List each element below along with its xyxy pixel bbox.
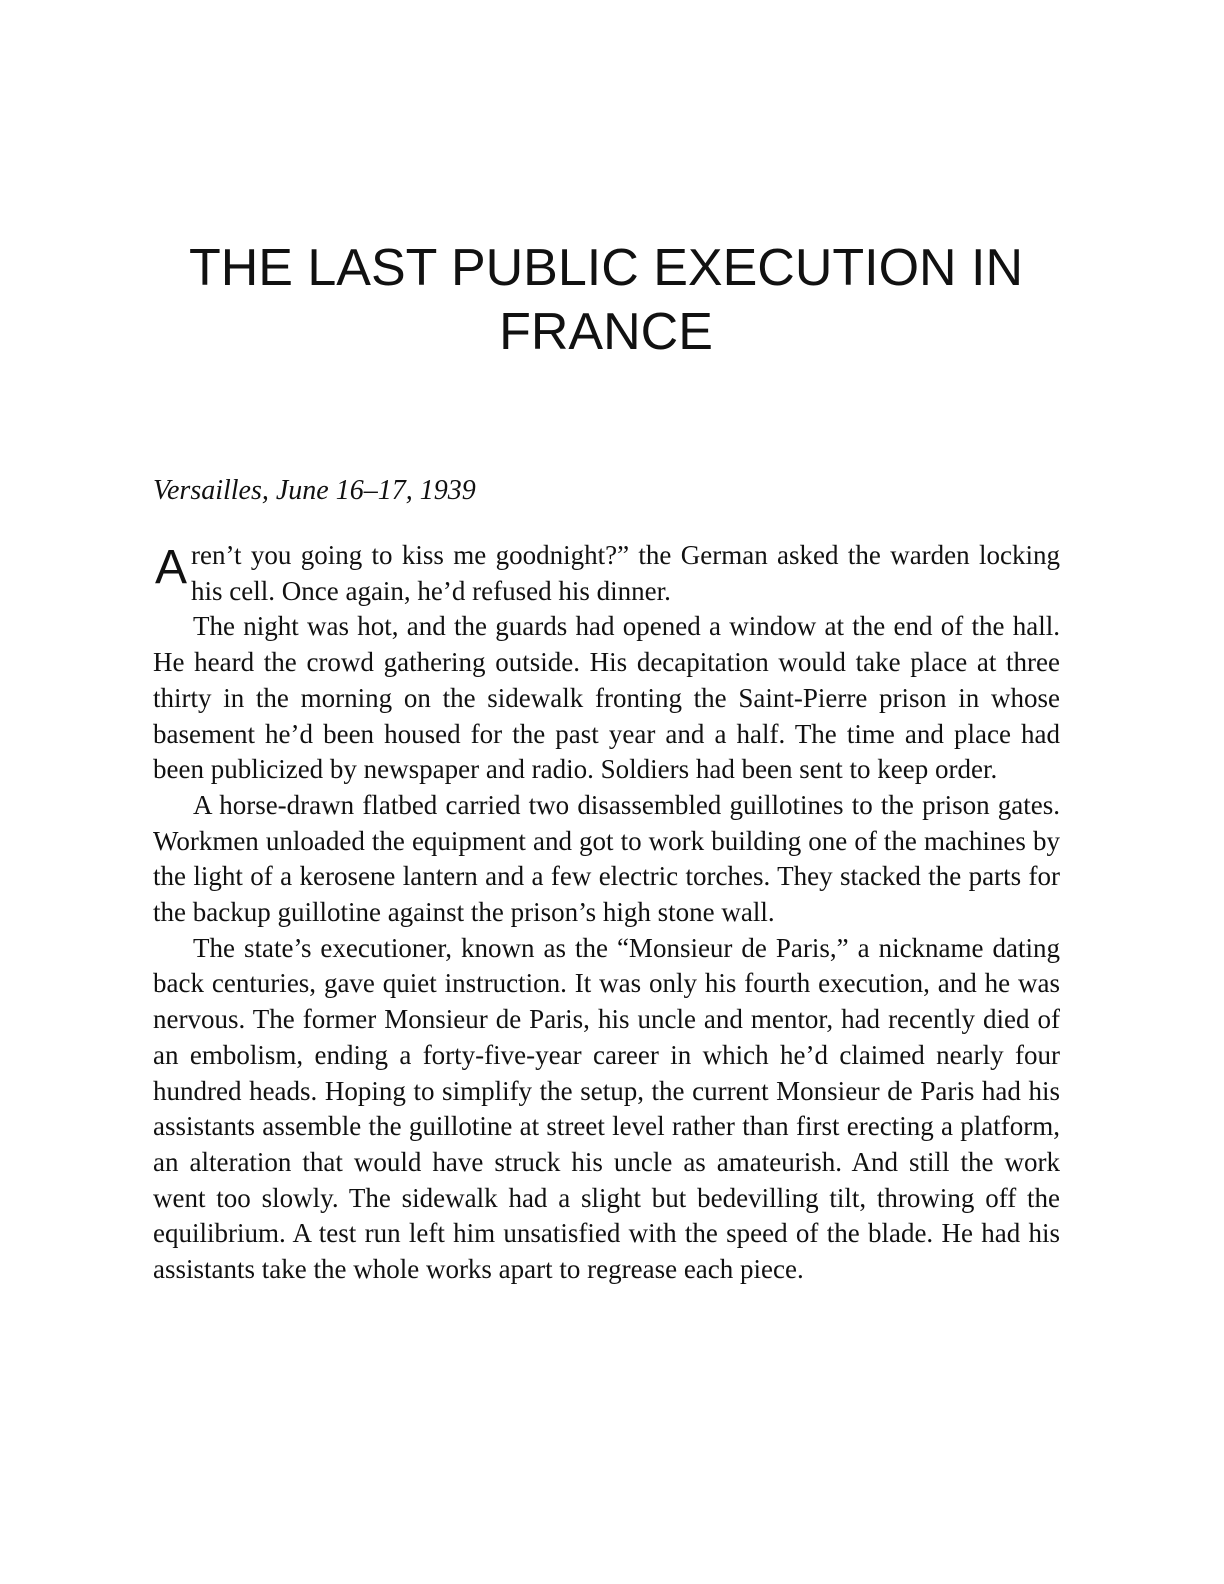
chapter-body	[153, 538, 1060, 1288]
paragraph-3: A horse-drawn flatbed carried two disassembled guillotines to the prison gates. Workmen unloaded the equipment and got to work building one of the machines by the light of a kerosene lantern and a few electric torches. They stacked the parts for the backup guillotine against the prison’s high stone wall.	[153, 789, 1060, 928]
paragraph-1-text: ren’t you going to kiss me goodnight?” the German asked the warden locking his cell. Once again, he’d refused his dinner.	[191, 540, 1060, 606]
paragraph-1	[153, 538, 1060, 609]
paragraph-4: The state’s executioner, known as the “Monsieur de Paris,” a nickname dating back centuries, gave quiet instruction. It was only his fourth execution, and he was nervous. The former Monsieur de Paris, his uncle and mentor, had recently died of an embolism, ending a forty-five-year career in which he’d claimed nearly four hundred heads. Hoping to simplify the setup, the current Monsieur de Paris had his assistants assemble the guillotine at street level rather than first erecting a platform, an alteration that would have struck his uncle as amateurish. And still the work went too slowly. The sidewalk had a slight but bedevilling tilt, throwing off the equilibrium. A test run left him unsatisfied with the speed of the blade. He had his assistants take the whole works apart to regrease each piece.	[153, 932, 1060, 1285]
chapter-dateline: Versailles, June 16–17, 1939	[153, 475, 476, 506]
chapter-title: THE LAST PUBLIC EXECUTION IN FRANCE	[188, 239, 1024, 361]
paragraph-2: The night was hot, and the guards had opened a window at the end of the hall. He heard the crowd gathering outside. His decapitation would take place at three thirty in the morning on the sidewalk fronting the Saint-Pierre prison in whose basement he’d been housed for the past year and a half. The time and place had been publicized by newspaper and radio. Soldiers had been sent to keep order.	[153, 611, 1060, 785]
drop-cap: A	[155, 541, 188, 594]
